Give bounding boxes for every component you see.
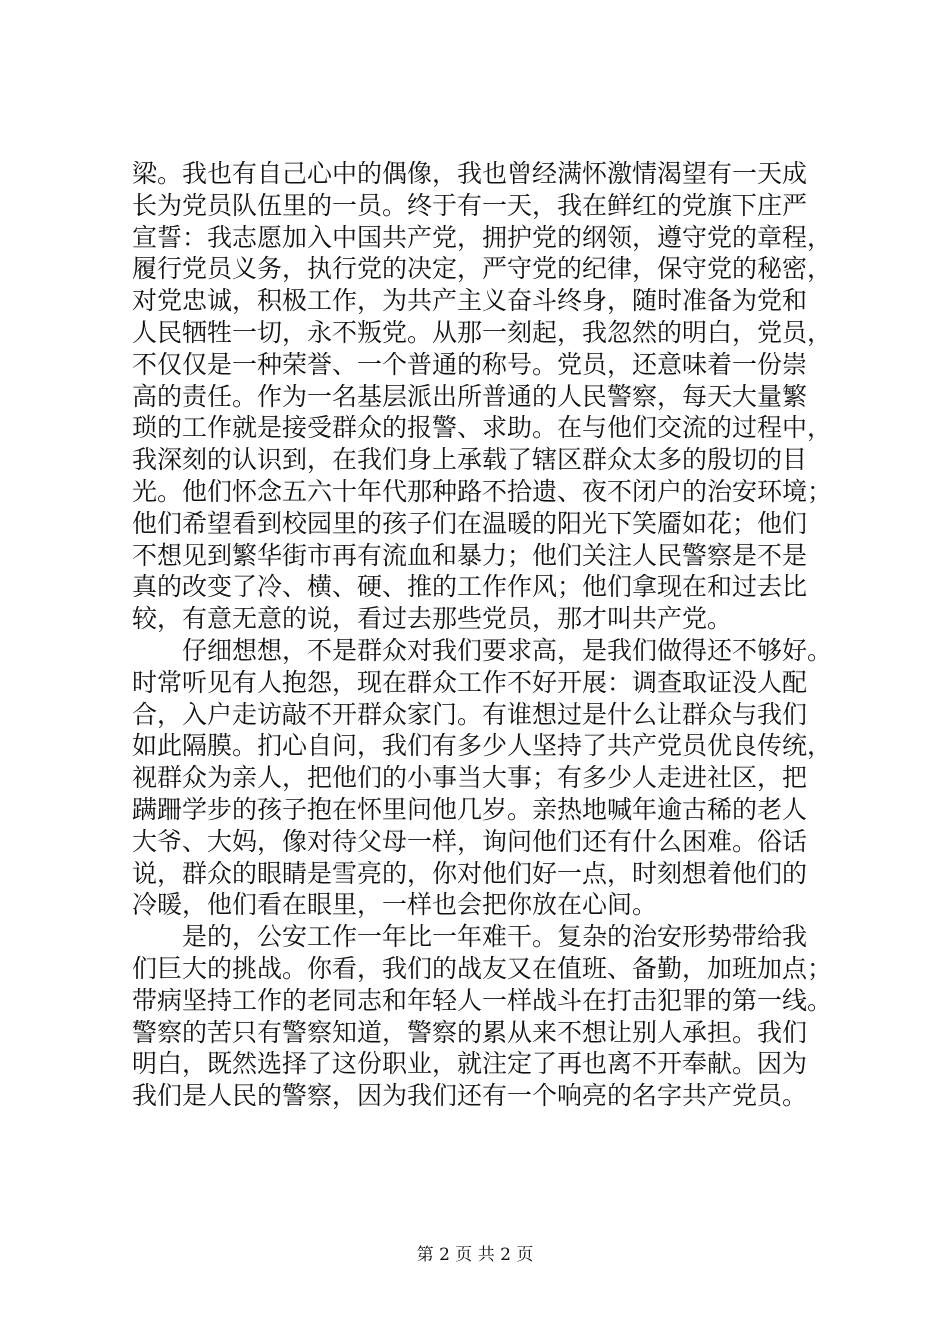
text-line: 梁。我也有自己心中的偶像，我也曾经满怀激情渴望有一天成 — [132, 159, 808, 188]
text-line: 大爷、大妈，像对待父母一样，询问他们还有什么困难。俗话 — [132, 826, 808, 856]
text-line: 冷暖，他们看在眼里，一样也会把你放在心间。 — [132, 890, 658, 920]
page-number: 第 2 页 共 2 页 — [416, 1245, 534, 1265]
body-text — [132, 158, 832, 1112]
text-line: 人民牺牲一切，永不叛党。从那一刻起，我忽然的明白，党员， — [132, 317, 833, 347]
text-line: 履行党员义务，执行党的决定，严守党的纪律，保守党的秘密， — [132, 254, 833, 284]
text-line: 合，入户走访敲不开群众家门。有谁想过是什么让群众与我们 — [132, 699, 808, 729]
text-line: 们巨大的挑战。你看，我们的战友又在值班、备勤，加班加点； — [132, 953, 833, 983]
text-line: 如此隔膜。扪心自问，我们有多少人坚持了共产党员优良传统， — [132, 731, 833, 761]
text-line: 长为党员队伍里的一员。终于有一天，我在鲜红的党旗下庄严 — [132, 190, 808, 220]
text-line: 光。他们怀念五六十年代那种路不拾遗、夜不闭户的治安环境； — [132, 476, 833, 506]
text-line: 他们希望看到校园里的孩子们在温暖的阳光下笑靥如花；他们 — [132, 508, 808, 538]
text-line: 不想见到繁华街市再有流血和暴力；他们关注人民警察是不是 — [132, 540, 808, 570]
text-line: 仔细想想，不是群众对我们要求高，是我们做得还不够好。 — [132, 635, 833, 665]
text-line: 琐的工作就是接受群众的报警、求助。在与他们交流的过程中， — [132, 413, 833, 443]
text-line: 带病坚持工作的老同志和年轻人一样战斗在打击犯罪的第一线。 — [132, 985, 833, 1015]
text-line: 蹒跚学步的孩子抱在怀里问他几岁。亲热地喊年逾古稀的老人 — [132, 794, 808, 824]
text-line: 明白，既然选择了这份职业，就注定了再也离不开奉献。因为 — [132, 1049, 808, 1079]
text-line: 说，群众的眼睛是雪亮的，你对他们好一点，时刻想着他们的 — [132, 858, 808, 888]
text-line: 时常听见有人抱怨，现在群众工作不好开展：调查取证没人配 — [132, 667, 808, 697]
text-line: 宣誓：我志愿加入中国共产党，拥护党的纲领，遵守党的章程， — [132, 222, 833, 252]
text-line: 真的改变了冷、横、硬、推的工作作风；他们拿现在和过去比 — [132, 572, 808, 602]
text-line: 警察的苦只有警察知道，警察的累从来不想让别人承担。我们 — [132, 1017, 808, 1047]
text-line: 较，有意无意的说，看过去那些党员，那才叫共产党。 — [132, 604, 733, 634]
text-line: 是的，公安工作一年比一年难干。复杂的治安形势带给我 — [132, 922, 808, 952]
text-line: 高的责任。作为一名基层派出所普通的人民警察，每天大量繁 — [132, 381, 808, 411]
text-line: 对党忠诚，积极工作，为共产主义奋斗终身，随时准备为党和 — [132, 286, 808, 316]
page-footer — [0, 1244, 950, 1266]
text-line: 视群众为亲人，把他们的小事当大事；有多少人走进社区，把 — [132, 763, 808, 793]
text-line: 不仅仅是一种荣誉、一个普通的称号。党员，还意味着一份崇 — [132, 349, 808, 379]
text-line: 我深刻的认识到，在我们身上承载了辖区群众太多的殷切的目 — [132, 445, 808, 475]
text-line: 我们是人民的警察，因为我们还有一个响亮的名字共产党员。 — [132, 1081, 808, 1111]
